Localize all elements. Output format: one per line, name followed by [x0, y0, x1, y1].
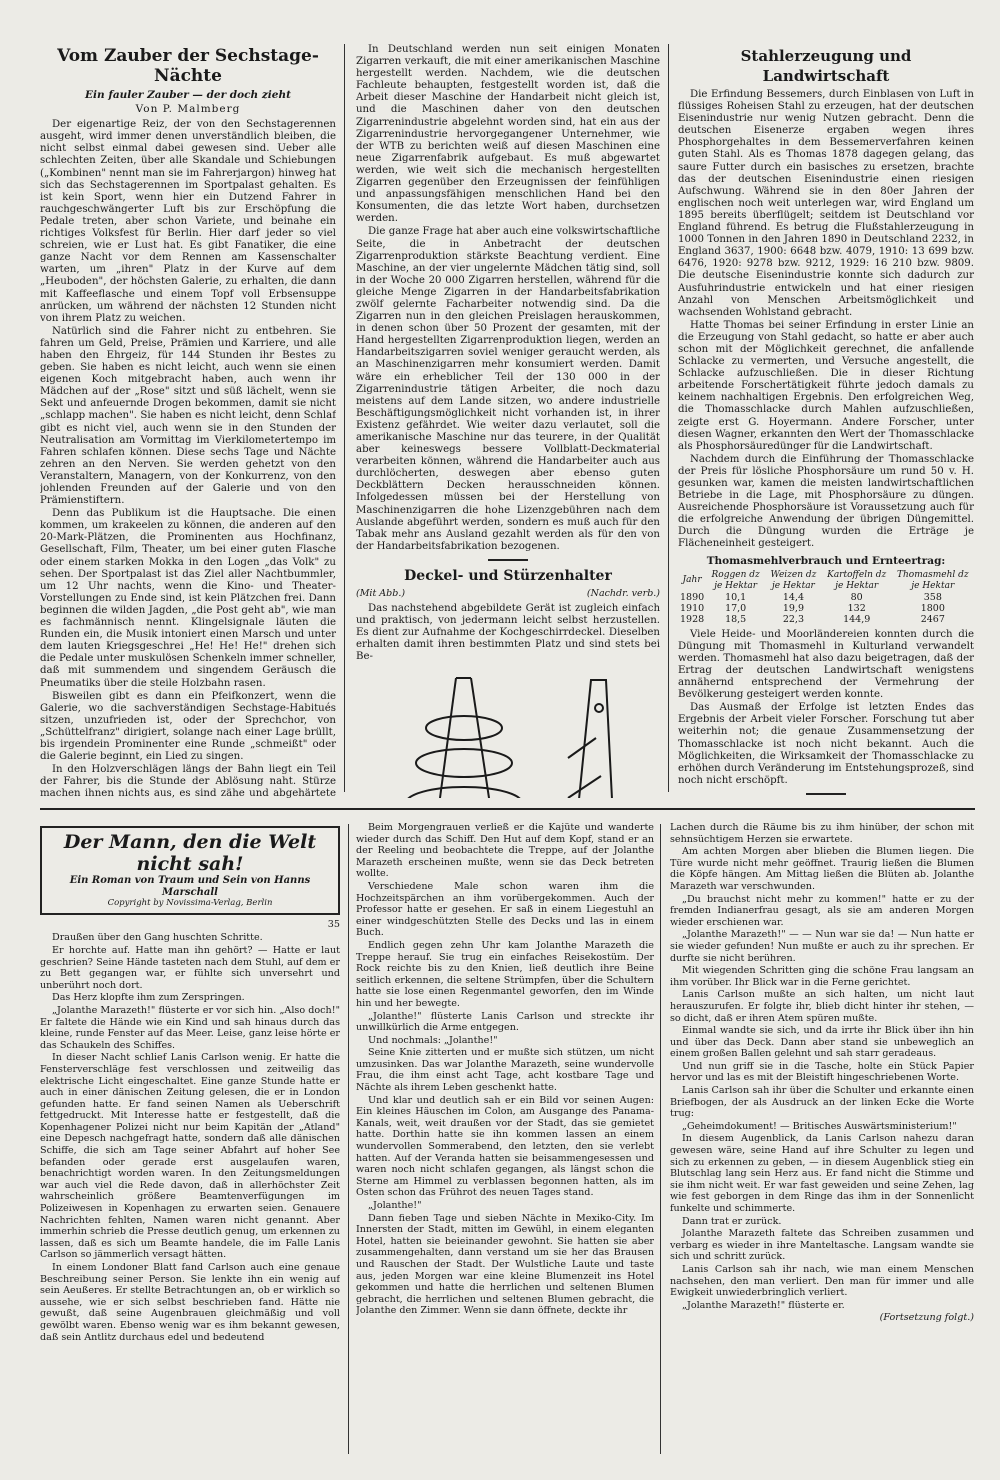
paragraph: In Deutschland werden nun seit einigen Monaten Zigarren verkauft, die mit einer amerikanischen Maschine hergestellt werden. Nachdem, wie die deutschen Fachleute behaupten, festgestellt worden ist, daß die Arbeit dieser Maschine der Handarbeit nicht gleich ist, und die Maschinen daher von den deutschen Zigarrenindustrie abgelehnt worden sind, hat ein aus der Zigarrenindustrie hervorgegangener Unternehmer, wie der WTB zu berichten weiß auf diesen Maschinen eine neue Zigarrenfabrik aufgebaut. Es muß abgewartet werden, wie weit sich die mechanisch hergestellten Zigarren gegenüber den Erzeugnissen der feinfühligen und anpassungsfähigen menschlichen Hand bei den Konsumenten, die das letzte Wort haben, durchsetzen werden.: [356, 44, 660, 225]
novel-column-1: [40, 822, 340, 1462]
lid-holder-illustration: [356, 668, 660, 799]
table-cell: 10,1: [725, 591, 747, 603]
paragraph: Und nun griff sie in die Tasche, holte ein Stück Papier hervor und las es mit der Bleistift hingeschriebenen Worte.: [670, 1060, 974, 1084]
table-cell: 132: [847, 602, 866, 614]
paragraph: Lachen durch die Räume bis zu ihm hinüber, der schon mit sehnsüchtigem Herzen sie erwartete.: [670, 822, 974, 845]
paragraph: „Geheimdokument! — Britisches Auswärtsministerium!": [682, 1120, 957, 1132]
table-row: [678, 603, 974, 614]
paragraph: Lanis Carlson sah ihr nach, wie man einem Menschen nachsehen, den man verliert. Den man für immer und alle Ewigkeit unwiederbringlich verliert.: [670, 1263, 974, 1299]
table-cell: 18,5: [725, 613, 747, 625]
paragraph: Mit wiegenden Schritten ging die schöne Frau langsam an ihm vorüber. Ihr Blick war in die Ferne gerichtet.: [670, 965, 974, 988]
paragraph: Natürlich sind die Fahrer nicht zu entbehren. Sie fahren um Geld, Preise, Prämien und Karriere, und alle haben den Ehrgeiz, für 144 Stunden ihr Bestes zu geben. Sie haben es nicht leicht, auch wenn sie einen eigenen Koch mitgebracht haben, auch wenn ihr Mädchen auf der „Rose" sitzt und süß lächelt, wenn sie Sekt und anfeuernde Drogen bekommen, damit sie nicht „schlapp machen". Sie haben es nicht leicht, denn Schlaf gibt es nicht viel, auch wenn sie in den Stunden der Neutralisation am Vormittag im Vierkilometertempo im Fahren schlafen können. Diese sechs Tage und Nächte zehren an den Nerven. Sie werden gehetzt von den Veranstaltern, Managern, von der Konkurrenz, von den johlenden Freunden auf der Galerie und von den Prämienstiftern.: [40, 325, 336, 507]
paragraph: Jolanthe Marazeth faltete das Schreiben zusammen und verbarg es wieder in ihre Manteltasche. Langsam wandte sie sich und schritt zurück.: [670, 1228, 974, 1263]
paragraph: Draußen über den Gang huschten Schritte.: [52, 932, 263, 944]
paragraph: Und klar und deutlich sah er ein Bild vor seinen Augen: Ein kleines Häuschen im Colon, am Ausgange des Panama-Kanals, weit, weit draußen vor der Stadt, das sie gemietet hatte. Dorthin hatte sie ihn kommen lassen an einem wundervollen Sommerabend, den letzten, den sie verlebt hatten. Auf der Veranda hatten sie beisammengesessen und waren noch nicht schlafen gegangen, als längst schon die Sterne am Himmel zu verblassen begonnen hatten, als im Osten schon das Frührot des neuen Tages stand.: [356, 1094, 654, 1199]
article-byline: Von P. Malmberg: [135, 103, 241, 116]
fertilizer-yield-table: [678, 570, 974, 625]
paragraph: Dann fieben Tage und sieben Nächte in Mexiko-City. Im Innersten der Stadt, mitten im Gewühl, in einem eleganten Hotel, hatten sie beieinander gewohnt. Sie hatten sie aber zusammengehalten, dann verstand um sie her das Brausen und Rauschen der Stadt. Der Wulstliche Laute und taste aus, jeden Morgen war eine kleine Blumenzeit ins Hotel gekommen und hatte die herrlichen und seltenen Blumen gebracht, die herrlichen und seltenen Blumen gebracht, die Jolanthe den Zimmer. Wenn sie dann öffnete, deckte ihr: [356, 1212, 654, 1317]
novel-column-3: [670, 822, 974, 1462]
table-cell: 1910: [680, 602, 705, 614]
paragraph: Die ganze Frage hat aber auch eine volkswirtschaftliche Seite, die in Anbetracht der deutschen Zigarrenproduktion stärkste Beachtung verdient. Eine Maschine, an der vier ungelernte Mädchen tätig sind, soll in der Woche 20 000 Zigarren herstellen, während für die gleiche Menge Zigarren in der Handarbeitsfabrikation zwölf gelernte Facharbeiter notwendig sind. Da die Zigarren nun in den gleichen Preislagen herauskommen, in denen schon über 50 Prozent der gesamten, mit der Hand hergestellten Zigarrenproduktion liegen, werden an Handarbeitszigarren soviel weniger geraucht werden, als an Maschinenzigarren mehr konsumiert werden. Damit wäre ein erheblicher Teil der 130 000 in der Zigarrenindustrie tätigen Arbeiter, die noch dazu meistens auf dem Lande sitzen, wo andere industrielle Beschäftigungsmöglichkeit nicht vorhanden ist, in ihrer Existenz gefährdet. Wie weiter dazu verlautet, soll die amerikanische Maschine nur das teurere, in der Qualität aber keineswegs bessere Vollblatt-Deckmaterial verarbeiten können, während die Handarbeiter auch aus durchlöcherten, deswegen aber ebenso guten Deckblättern Decken herausschneiden können. Infolgedessen müssen bei der Herstellung von Maschinenzigarren die hohe Lizenzgebühren nach dem Auslande abgeführt werden, sondern es muß auch für den Tabak mehr ans Ausland gezahlt werden als für den von der Handarbeitsfabrikation bezogenen.: [356, 226, 660, 552]
paragraph: In diesem Augenblick, da Lanis Carlson nahezu daran gewesen wäre, seine Hand auf ihre Schulter zu legen und sich zu erkennen zu geben, — in diesem Augenblick stieg ein Blutschlag lang sein Herz aus. Er fand nicht die Stimme und sie ihm nicht weit. Er war fast geweiden und seine Zehen, lag wie fest geborgen in dem Ringe das ihm in der Sonnenlicht funkelte und schimmerte.: [670, 1133, 974, 1214]
divider: [806, 793, 846, 795]
table-cell: 1928: [680, 613, 705, 625]
paragraph: Verschiedene Male schon waren ihm die Hochzeitspärchen an ihm vorübergekommen. Auch der Professor hatte er gesehen. Er saß in einem Liegestuhl an einer windgeschützten Stelle des Decks und las in einem Buch.: [356, 880, 654, 939]
divider: [488, 559, 528, 561]
article-column-1: [40, 44, 336, 798]
column-rule: [348, 824, 349, 1454]
paragraph: In dieser Nacht schlief Lanis Carlson wenig. Er hatte die Fensterverschläge fest verschlossen und zeitweilig das elektrische Licht eingeschaltet. Eine ganze Stunde hatte er auch in einer dänischen Zeitung gelesen, die er in London gefunden hatte. Er fand seinen Namen als Ueberschrift fettgedruckt. Mit Interesse hatte er festgestellt, daß die Kopenhagener Polizei nicht nur beim Kapitän der „Atland" eine Depesch nachgefragt hatte, sondern daß alle dänischen Schiffe, die sich am Tage seiner Abfahrt auf hoher See befanden oder gerade erst ausgelaufen waren, benachrichtigt worden waren. In den Zeitungsmeldungen war auch viel die Rede davon, daß in allerhöchster Zeit wahrscheinlich größere Beamtenverfügungen im Polizeiwesen in Kopenhagen zu erwarten seien. Genauere Nachrichten fehlten, Namen waren nicht genannt. Aber immerhin schrieb die Presse deutlich genug, um erkennen zu lassen, daß es sich um Beamte handele, die im Falle Lanis Carlson so jämmerlich versagt hätten.: [40, 1052, 340, 1261]
table-header-cell: Jahr: [682, 575, 702, 586]
column-rule: [660, 824, 661, 1454]
table-cell: 14,4: [782, 591, 804, 603]
paragraph: Beim Morgengrauen verließ er die Kajüte und wanderte wieder durch das Schiff. Den Hut auf dem Kopf, stand er an der Reeling und beobachtete die Treppe, auf der Jolanthe Marazeth erscheinen mußte, wenn sie das Deck betreten wollte.: [356, 822, 654, 880]
article-subtitle: Ein fauler Zauber — der doch zieht: [85, 89, 291, 101]
paragraph: „Jolanthe Marazeth!" flüsterte er vor sich hin. „Also doch!" Er faltete die Hände wie ein Kind und sah hinaus durch das kleine, runde Fenster auf das Meer. Leise, ganz leise hörte er das Schaukeln des Schiffes.: [40, 1004, 340, 1051]
paragraph: Lanis Carlson sah ihr über die Schulter und erkannte einen Briefbogen, der als Ausdruck an der linken Ecke die Worte trug:: [670, 1085, 974, 1120]
table-cell: 17,0: [725, 602, 747, 614]
novel-column-2: [356, 822, 654, 1462]
table-cell: 19,9: [782, 602, 804, 614]
table-header-row: [678, 570, 974, 592]
paragraph: „Jolanthe!": [368, 1200, 422, 1211]
lid-holder-drawing: [356, 668, 660, 799]
paragraph: Hatte Thomas bei seiner Erfindung in erster Linie an die Erzeugung von Stahl gedacht, so hatte er aber auch schon mit der Möglichkeit gerechnet, die anfallende Schlacke zu vermerten, und Versuche angestellt, die Schlacke aufzuschließen. Die in dieser Richtung arbeitende Forschertätigkeit führte jedoch damals zu keinem nachhaltigen Ergebnis. Den erfolgreichen Weg, die Thomasschlacke durch Mahlen aufzuschließen, zeigte erst G. Hoyermann. Andere Forscher, unter diesen Wagner, erkannten den Wert der Thomasschlacke als Phosphorsäuredünger für die Landwirtschaft.: [678, 319, 974, 452]
paragraph: Und nochmals: „Jolanthe!": [368, 1034, 498, 1046]
novel-copyright: Copyright by Novissima-Verlag, Berlin: [107, 898, 273, 909]
article-title: Stahlerzeugung und Landwirtschaft: [740, 47, 912, 85]
table-cell: 22,3: [782, 613, 804, 625]
novel-subtitle: Ein Roman von Traum und Sein von Hanns Marschall: [69, 875, 311, 898]
table-header-cell: Kartoffeln dz je Hektar: [827, 569, 887, 591]
paragraph: Dann trat er zurück.: [682, 1215, 782, 1227]
meta-illustration: (Mit Abb.): [356, 587, 406, 599]
paragraph: Nachdem durch die Einführung der Thomasschlacke der Preis für lösliche Phosphorsäure um rund 50 v. H. gesunken war, kamen die meisten landwirtschaftlichen Betriebe in die Lage, mit Phosphorsäure zu düngen. Ausreichende Phosphorsäure ist Voraussetzung auch für die erfolgreiche Anwendung der übrigen Düngemittel. Durch die Düngung wurden die Erträge je Flächeneinheit gesteigert.: [678, 453, 974, 550]
column-rule: [668, 44, 669, 792]
table-title: Thomasmehlverbrauch und Ernteertrag:: [706, 554, 946, 567]
column-rule: [344, 44, 345, 792]
article-title: Vom Zauber der Sechstage-Nächte: [57, 46, 319, 86]
table-cell: 1890: [680, 591, 705, 603]
table-cell: 80: [850, 591, 863, 603]
paragraph: „Jolanthe Marazeth!" — — Nun war sie da! — Nun hatte er sie wieder gefunden! Nun mußte er auch zu ihr sprechen. Er durfte sie nicht berühren.: [670, 929, 974, 964]
table-header-cell: Roggen dz je Hektar: [711, 569, 760, 591]
table-row: [678, 592, 974, 603]
page-number: 35: [327, 918, 340, 930]
paragraph: Das Ausmaß der Erfolge ist letzten Endes das Ergebnis der Arbeit vieler Forscher. Forschung tut aber weiterhin not; die genaue Zusammensetzung der Thomasschlacke ist noch nicht bekannt. Auch die Möglichkeiten, die Wirksamkeit der Thomasschlacke zu erhöhen durch Veränderung im Entstehungsprozeß, sind noch nicht erschöpft.: [678, 702, 974, 786]
paragraph: Lanis Carlson mußte an sich halten, um nicht laut herauszurufen. Er folgte ihr, blieb dicht hinter ihr stehen, — so dicht, daß er ihren Atem spüren mußte.: [670, 989, 974, 1024]
table-cell: 1800: [920, 602, 945, 614]
paragraph: Die Erfindung Bessemers, durch Einblasen von Luft in flüssiges Roheisen Stahl zu erzeugen, hat der deutschen Eisenindustrie nur wenig Nutzen gebracht. Denn die deutschen Eisenerze ergaben wegen ihres Phosphorgehaltes in dem Bessemerverfahren keinen guten Stahl. Als es Thomas 1878 dagegen gelang, das saure Futter durch ein basisches zu ersetzen, brachte das der deutschen Eisenindustrie einen riesigen Aufschwung. Während sie in den 80er Jahren der englischen noch weit unterlegen war, wird England um 1895 bereits überflügelt; seitdem ist Deutschland vor England führend. Es betrug die Flußstahlerzeugung in 1000 Tonnen in den Jahren 1890 in Deutschland 2232, in England 3637, 1900: 6648 bzw. 4079, 1910: 13 699 bzw. 6476, 1920: 9278 bzw. 9212, 1929: 16 210 bzw. 9809. Die deutsche Eisenindustrie konnte sich dadurch zur Ausfuhrindustrie entwickeln und hat einer riesigen Anzahl von Menschen Arbeitsmöglichkeit und wachsenden Wohlstand gebracht.: [678, 89, 974, 318]
novel-masthead: [40, 826, 340, 915]
meta-reprint: (Nachdr. verb.): [586, 587, 660, 599]
paragraph: Der eigenartige Reiz, der von den Sechstagerennen ausgeht, wird immer denen unverständlich bleiben, die nicht selbst einmal dabei gewesen sind. Ueber alle schlechten Zeiten, über alle Skandale und Schiebungen („Kombinen" nennt man sie im Fahrerjargon) hinweg hat sich das Sechstagerennen im Sportpalast gehalten. Es ist kein Sport, wenn hier ein Dutzend Fahrer in rauchgeschwängerter Luft bis zur Erschöpfung die Pedale treten, aber schon Variete, und beinahe ein richtiges Volksfest für Berlin. Hier darf jeder so viel schreien, wie er Lust hat. Es gibt Fanatiker, die eine ganze Nacht vor dem Rennen am Kassenschalter warten, um „ihren" Platz in der Kurve auf dem „Heuboden", der höchsten Galerie, zu erhalten, die dann mit Kaffeeflasche und einem Topf voll Erbsensuppe anrücken, um während der nächsten 12 Stunden nicht von ihrem Platz zu weichen.: [40, 119, 336, 324]
paragraph: Das nachstehend abgebildete Gerät ist zugleich einfach und praktisch, von jedermann leicht selbst herzustellen. Es dient zur Aufnahme der Kochgeschirrdeckel. Dieselben erhalten damit ihren bestimmten Platz und sind stets bei Be-: [356, 603, 660, 663]
section-divider: [40, 808, 975, 810]
table-row: [678, 614, 974, 625]
article-column-2: [356, 44, 660, 798]
paragraph: Er horchte auf. Hatte man ihn gehört? — Hatte er laut geschrien? Seine Hände tasteten nach dem Stuhl, auf dem er zu Bett gegangen war, er fühlte sich unversehrt und unberührt noch dort.: [40, 944, 340, 991]
continued-note: (Fortsetzung folgt.): [879, 1312, 974, 1324]
table-header-cell: Thomasmehl dz je Hektar: [896, 569, 969, 591]
article-title: Deckel- und Stürzenhalter: [404, 567, 612, 584]
paragraph: In einem Londoner Blatt fand Carlson auch eine genaue Beschreibung seiner Person. Sie lenkte ihn ein wenig auf sein Aeußeres. Er stellte Betrachtungen an, ob er wirklich so aussehe, wie er sich selbst beschrieben fand. Hätte nie gewußt, daß seine Augenbrauen gleichmäßig und voll gewölbt waren. Ebenso wenig war es ihm bekannt gewesen, daß sein Antlitz durchaus edel und bedeutend: [40, 1262, 340, 1343]
table-header-cell: Weizen dz je Hektar: [770, 569, 817, 591]
paragraph: Endlich gegen zehn Uhr kam Jolanthe Marazeth die Treppe herauf. Sie trug ein einfaches Reisekostüm. Der Rock reichte bis zu den Knien, ließ deutlich ihre Beine seitlich erkennen, die seltene Strümpfen, über die Schultern hatte sie lose einen Regenmantel geworfen, den im Winde hin und her bewegte.: [356, 939, 654, 1009]
table-cell: 358: [923, 591, 942, 603]
paragraph: „Jolanthe Marazeth!" flüsterte er.: [682, 1299, 845, 1311]
paragraph: In den Holzverschlägen längs der Bahn liegt ein Teil der Fahrer, bis die Stunde der Ablösung naht. Stürze machen ihnen nichts aus, es sind zähe und abgehärtete: [40, 764, 336, 798]
article-column-3: [678, 44, 974, 798]
article-meta: [356, 588, 660, 600]
paragraph: Bisweilen gibt es dann ein Pfeifkonzert, wenn die Galerie, wo die sachverständigen Sechstage-Habitués sitzen, unzufrieden ist, oder der Sprechchor, von „Schüttelfranz" dirigiert, solange nach einer Lage brüllt, bis irgendein Prominenter eine Runde „schmeißt" oder die Galerie beginnt, ein Lied zu singen.: [40, 690, 336, 763]
paragraph: „Jolanthe!" flüsterte Lanis Carlson und streckte ihr unwillkürlich die Arme entgegen.: [356, 1010, 654, 1034]
novel-title: Der Mann, den die Welt nicht sah!: [63, 831, 317, 875]
paragraph: Am achten Morgen aber blieben die Blumen liegen. Die Türe wurde nicht mehr geöffnet. Traurig ließen die Blumen die Köpfe hängen. Am Mittag ließen die Blüten ab. Jolanthe Marazeth war verschwunden.: [670, 846, 974, 892]
paragraph: Einmal wandte sie sich, und da irrte ihr Blick über ihn hin und über das Deck. Dann aber stand sie unbeweglich an einem großen Ballen gelehnt und sah starr geradeaus.: [670, 1025, 974, 1060]
paragraph: „Du brauchst nicht mehr zu kommen!" hatte er zu der fremden Indianerfrau gesagt, als sie am anderen Morgen wieder erschienen war.: [670, 893, 974, 928]
table-cell: 144,9: [843, 613, 871, 625]
table-cell: 2467: [920, 613, 945, 625]
paragraph: Seine Knie zitterten und er mußte sich stützen, um nicht umzusinken. Das war Jolanthe Marazeth, seine wundervolle Frau, die ihm einst acht Tage, acht kostbare Tage und Nächte als ihrem Leben geschenkt hatte.: [356, 1047, 654, 1094]
paragraph: Viele Heide- und Moorländereien konnten durch die Düngung mit Thomasmehl in Kulturland verwandelt werden. Thomasmehl hat also dazu beigetragen, daß der Ertrag der deutschen Landwirtschaft wenigstens annähernd entsprechend der Vermehrung der Bevölkerung gesteigert werden konnte.: [678, 628, 974, 701]
paragraph: Das Herz klopfte ihm zum Zerspringen.: [52, 992, 245, 1004]
paragraph: Denn das Publikum ist die Hauptsache. Die einen kommen, um krakeelen zu können, die anderen auf den 20-Mark-Plätzen, die Prominenten aus Hochfinanz, Gesellschaft, Film, Theater, um bei einer guten Flasche oder einem starken Mokka in den Logen „das Volk" zu sehen. Der Sportpalast ist das Ziel aller Nachtbummler, um 12 Uhr nachts, wenn die Kino- und Theater-Vorstellungen zu Ende sind, ist kein Plätzchen frei. Dann beginnen die wilden Jagden, „die Post geht ab", wie man es fachmännisch nennt. Klingelsignale läuten die Runden ein, die Musik intoniert einen Marsch und unter dem lauten Kriegsgeschrei „He! He! He!" drehen sich die Pedale unter muskulösen Schenkeln immer schneller, daß mit summendem und singendem Geräusch die Pneumatiks über die steile Holzbahn rasen.: [40, 508, 336, 689]
